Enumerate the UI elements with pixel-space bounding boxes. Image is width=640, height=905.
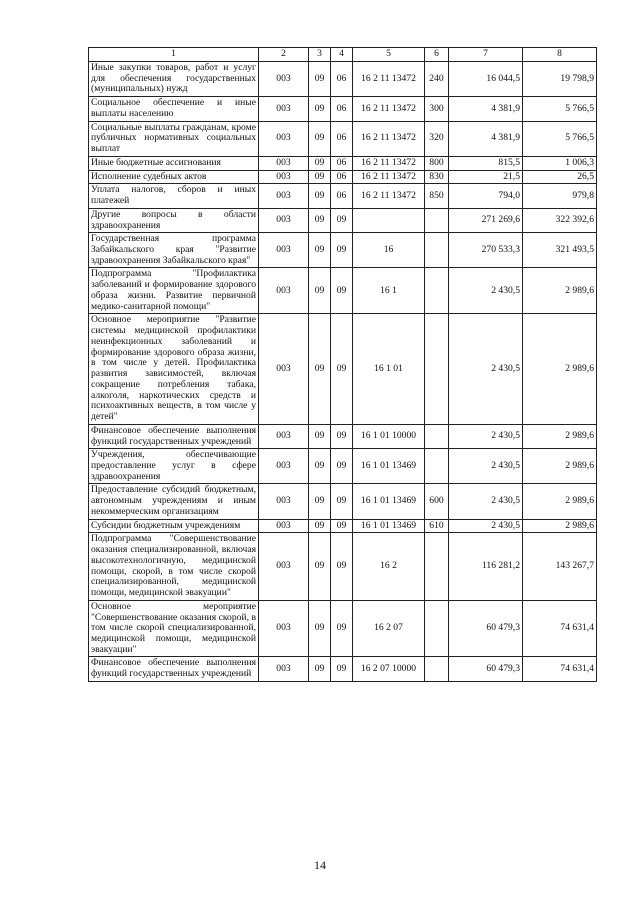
amount-col8-cell: 19 798,9	[523, 62, 597, 97]
amount-col7-cell: 2 430,5	[449, 519, 523, 533]
subsection-cell: 06	[331, 62, 353, 97]
section-cell: 09	[309, 657, 331, 681]
header-cell: 3	[309, 48, 331, 62]
row-name-cell: Другие вопросы в области здравоохранения	[89, 208, 259, 232]
code-admin-cell: 003	[259, 449, 309, 484]
expense-type-cell: 830	[425, 170, 449, 184]
table-row	[89, 533, 597, 600]
expense-type-cell	[425, 657, 449, 681]
table-row	[89, 268, 597, 314]
table-body	[89, 62, 597, 682]
amount-col7-cell: 60 479,3	[449, 600, 523, 657]
code-admin-cell: 003	[259, 424, 309, 448]
expense-type-cell	[425, 314, 449, 424]
section-cell: 09	[309, 600, 331, 657]
section-cell: 09	[309, 97, 331, 121]
subsection-cell: 09	[331, 600, 353, 657]
target-item-cell: 16 2 11 13472	[353, 184, 425, 208]
amount-col8-cell: 979,8	[523, 184, 597, 208]
amount-col7-cell: 16 044,5	[449, 62, 523, 97]
amount-col7-cell: 271 269,6	[449, 208, 523, 232]
expense-type-cell: 610	[425, 519, 449, 533]
amount-col7-cell: 4 381,9	[449, 97, 523, 121]
table-row	[89, 314, 597, 424]
header-cell: 5	[353, 48, 425, 62]
table-row	[89, 208, 597, 232]
target-item-cell: 16 1 01	[353, 314, 425, 424]
code-admin-cell: 003	[259, 314, 309, 424]
target-item-cell: 16 1 01 13469	[353, 449, 425, 484]
amount-col8-cell: 5 766,5	[523, 121, 597, 156]
target-item-cell: 16 2 07	[353, 600, 425, 657]
subsection-cell: 09	[331, 424, 353, 448]
section-cell: 09	[309, 170, 331, 184]
table-row	[89, 121, 597, 156]
table-row	[89, 156, 597, 170]
row-name-cell: Учреждения, обеспечивающие предоставление услуг в сфере здравоохранения	[89, 449, 259, 484]
subsection-cell: 09	[331, 208, 353, 232]
expense-type-cell: 800	[425, 156, 449, 170]
code-admin-cell: 003	[259, 121, 309, 156]
expense-type-cell: 600	[425, 484, 449, 519]
code-admin-cell: 003	[259, 657, 309, 681]
subsection-cell: 06	[331, 97, 353, 121]
section-cell: 09	[309, 156, 331, 170]
amount-col8-cell: 74 631,4	[523, 657, 597, 681]
row-name-cell: Финансовое обеспечение выполнения функций государственных учреждений	[89, 424, 259, 448]
code-admin-cell: 003	[259, 170, 309, 184]
expense-type-cell: 240	[425, 62, 449, 97]
header-cell: 7	[449, 48, 523, 62]
table-row	[89, 484, 597, 519]
table-row	[89, 170, 597, 184]
target-item-cell	[353, 208, 425, 232]
target-item-cell: 16 2 07 10000	[353, 657, 425, 681]
header-cell: 1	[89, 48, 259, 62]
expense-type-cell	[425, 449, 449, 484]
expense-type-cell: 300	[425, 97, 449, 121]
amount-col8-cell: 2 989,6	[523, 268, 597, 314]
target-item-cell: 16 2	[353, 533, 425, 600]
subsection-cell: 09	[331, 533, 353, 600]
code-admin-cell: 003	[259, 208, 309, 232]
target-item-cell: 16 2 11 13472	[353, 97, 425, 121]
subsection-cell: 06	[331, 170, 353, 184]
amount-col7-cell: 2 430,5	[449, 268, 523, 314]
code-admin-cell: 003	[259, 233, 309, 268]
amount-col8-cell: 74 631,4	[523, 600, 597, 657]
amount-col8-cell: 26,5	[523, 170, 597, 184]
amount-col8-cell: 2 989,6	[523, 449, 597, 484]
amount-col8-cell: 5 766,5	[523, 97, 597, 121]
section-cell: 09	[309, 533, 331, 600]
amount-col8-cell: 143 267,7	[523, 533, 597, 600]
subsection-cell: 09	[331, 314, 353, 424]
table-row	[89, 62, 597, 97]
section-cell: 09	[309, 268, 331, 314]
expense-type-cell: 320	[425, 121, 449, 156]
expense-type-cell	[425, 268, 449, 314]
amount-col7-cell: 2 430,5	[449, 449, 523, 484]
section-cell: 09	[309, 519, 331, 533]
table-row	[89, 424, 597, 448]
subsection-cell: 06	[331, 156, 353, 170]
row-name-cell: Исполнение судебных актов	[89, 170, 259, 184]
amount-col7-cell: 116 281,2	[449, 533, 523, 600]
header-cell: 2	[259, 48, 309, 62]
amount-col7-cell: 2 430,5	[449, 484, 523, 519]
code-admin-cell: 003	[259, 97, 309, 121]
row-name-cell: Уплата налогов, сборов и иных платежей	[89, 184, 259, 208]
subsection-cell: 09	[331, 233, 353, 268]
code-admin-cell: 003	[259, 533, 309, 600]
amount-col8-cell: 2 989,6	[523, 424, 597, 448]
code-admin-cell: 003	[259, 484, 309, 519]
target-item-cell: 16 2 11 13472	[353, 121, 425, 156]
row-name-cell: Государственная программа Забайкальского края "Развитие здравоохранения Забайкальского края"	[89, 233, 259, 268]
amount-col7-cell: 794,0	[449, 184, 523, 208]
section-cell: 09	[309, 449, 331, 484]
subsection-cell: 09	[331, 484, 353, 519]
code-admin-cell: 003	[259, 519, 309, 533]
row-name-cell: Финансовое обеспечение выполнения функций государственных учреждений	[89, 657, 259, 681]
section-cell: 09	[309, 484, 331, 519]
amount-col7-cell: 21,5	[449, 170, 523, 184]
section-cell: 09	[309, 62, 331, 97]
row-name-cell: Подпрограмма "Совершенствование оказания специализированной, включая высокотехнологичную, медицинской помощи, скорой, в том числе скорой специализированной, медицинской помощи, медицинской эвакуации"	[89, 533, 259, 600]
header-row	[89, 48, 597, 62]
row-name-cell: Иные бюджетные ассигнования	[89, 156, 259, 170]
page-number: 14	[314, 858, 326, 872]
subsection-cell: 09	[331, 268, 353, 314]
table-row	[89, 449, 597, 484]
target-item-cell: 16	[353, 233, 425, 268]
section-cell: 09	[309, 121, 331, 156]
budget-table	[88, 47, 597, 682]
target-item-cell: 16 1 01 10000	[353, 424, 425, 448]
amount-col8-cell: 2 989,6	[523, 519, 597, 533]
row-name-cell: Иные закупки товаров, работ и услуг для обеспечения государственных (муниципальных) нужд	[89, 62, 259, 97]
header-cell: 6	[425, 48, 449, 62]
expense-type-cell	[425, 424, 449, 448]
expense-type-cell	[425, 233, 449, 268]
subsection-cell: 06	[331, 184, 353, 208]
code-admin-cell: 003	[259, 600, 309, 657]
amount-col8-cell: 322 392,6	[523, 208, 597, 232]
amount-col7-cell: 2 430,5	[449, 314, 523, 424]
table-row	[89, 184, 597, 208]
target-item-cell: 16 2 11 13472	[353, 170, 425, 184]
table-row	[89, 657, 597, 681]
amount-col7-cell: 270 533,3	[449, 233, 523, 268]
subsection-cell: 06	[331, 121, 353, 156]
table-row	[89, 97, 597, 121]
section-cell: 09	[309, 424, 331, 448]
row-name-cell: Социальные выплаты гражданам, кроме публичных нормативных социальных выплат	[89, 121, 259, 156]
amount-col7-cell: 815,5	[449, 156, 523, 170]
amount-col8-cell: 1 006,3	[523, 156, 597, 170]
row-name-cell: Социальное обеспечение и иные выплаты населению	[89, 97, 259, 121]
amount-col7-cell: 4 381,9	[449, 121, 523, 156]
code-admin-cell: 003	[259, 62, 309, 97]
table-row	[89, 519, 597, 533]
table-row	[89, 600, 597, 657]
row-name-cell: Основное мероприятие "Развитие системы медицинской профилактики неинфекционных заболеваний и формирование здорового образа жизни, в том числе у детей. Профилактика развития зависимостей, включая сокращение потребления табака, алкоголя, наркотических средств и психоактивных веществ, в том числе у детей"	[89, 314, 259, 424]
target-item-cell: 16 1 01 13469	[353, 519, 425, 533]
section-cell: 09	[309, 184, 331, 208]
amount-col8-cell: 2 989,6	[523, 484, 597, 519]
amount-col8-cell: 2 989,6	[523, 314, 597, 424]
row-name-cell: Субсидии бюджетным учреждениям	[89, 519, 259, 533]
subsection-cell: 09	[331, 657, 353, 681]
header-cell: 4	[331, 48, 353, 62]
subsection-cell: 09	[331, 449, 353, 484]
code-admin-cell: 003	[259, 184, 309, 208]
table-row	[89, 233, 597, 268]
target-item-cell: 16 1	[353, 268, 425, 314]
amount-col8-cell: 321 493,5	[523, 233, 597, 268]
section-cell: 09	[309, 314, 331, 424]
code-admin-cell: 003	[259, 156, 309, 170]
expense-type-cell	[425, 600, 449, 657]
target-item-cell: 16 2 11 13472	[353, 62, 425, 97]
target-item-cell: 16 2 11 13472	[353, 156, 425, 170]
section-cell: 09	[309, 208, 331, 232]
amount-col7-cell: 2 430,5	[449, 424, 523, 448]
target-item-cell: 16 1 01 13469	[353, 484, 425, 519]
row-name-cell: Подпрограмма "Профилактика заболеваний и формирование здорового образа жизни. Развитие первичной медико-санитарной помощи"	[89, 268, 259, 314]
row-name-cell: Основное мероприятие "Совершенствование оказания скорой, в том числе скорой специализированной, медицинской помощи, медицинской эвакуации"	[89, 600, 259, 657]
code-admin-cell: 003	[259, 268, 309, 314]
amount-col7-cell: 60 479,3	[449, 657, 523, 681]
section-cell: 09	[309, 233, 331, 268]
expense-type-cell	[425, 533, 449, 600]
expense-type-cell	[425, 208, 449, 232]
expense-type-cell: 850	[425, 184, 449, 208]
subsection-cell: 09	[331, 519, 353, 533]
header-cell: 8	[523, 48, 597, 62]
row-name-cell: Предоставление субсидий бюджетным, автономным учреждениям и иным некоммерческим организациям	[89, 484, 259, 519]
